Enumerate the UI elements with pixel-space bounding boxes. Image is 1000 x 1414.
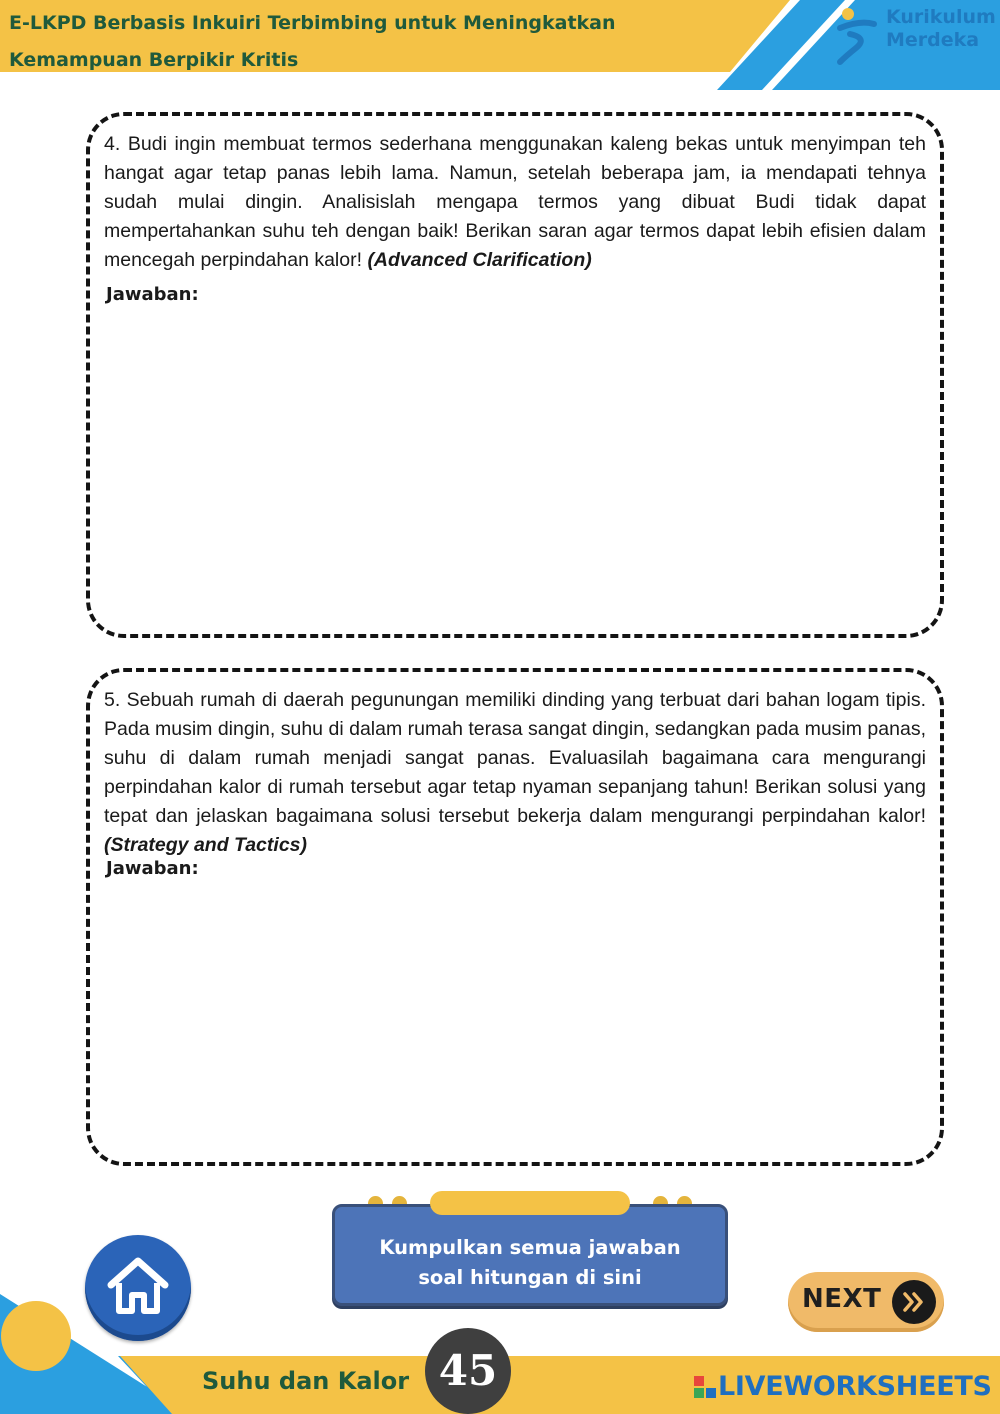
kurikulum-merdeka-icon: [834, 4, 884, 66]
home-icon: [105, 1253, 171, 1319]
submit-answers-line1: Kumpulkan semua jawaban: [379, 1236, 681, 1259]
next-button[interactable]: [788, 1272, 944, 1332]
answer-label-4: Jawaban:: [106, 284, 199, 305]
home-button[interactable]: [85, 1235, 191, 1341]
document-title-line1: E-LKPD Berbasis Inkuiri Terbimbing untuk Meningkatkan: [9, 12, 616, 34]
page-number: 45: [425, 1328, 511, 1414]
document-title-line2: Kemampuan Berpikir Kritis: [9, 49, 299, 71]
liveworksheets-icon: [694, 1376, 716, 1398]
question-text-5: [104, 686, 926, 860]
next-label: NEXT: [802, 1284, 882, 1314]
logo-text: [886, 6, 996, 52]
double-chevron-right-icon: [902, 1291, 926, 1313]
question-tag-5: (Strategy and Tactics): [104, 834, 307, 856]
footer-topic: Suhu dan Kalor: [202, 1367, 410, 1395]
footer-band-slant: [120, 1356, 200, 1414]
card-tab: [430, 1191, 630, 1215]
answer-label-5: Jawaban:: [106, 858, 199, 879]
submit-answers-line2: soal hitungan di sini: [418, 1266, 642, 1289]
question-box-4: [86, 112, 944, 638]
next-icon-circle: [892, 1280, 936, 1324]
question-body-4: 4. Budi ingin membuat termos sederhana menggunakan kaleng bekas untuk menyimpan teh hangat agar tetap panas lebih lama. Namun, setelah beberapa jam, ia mendapati tehnya sudah mulai dingin. Analisislah mengapa termos yang dibuat Budi tidak dapat mempertahankan suhu teh dengan baik! Berikan saran agar termos dapat lebih efisien dalam mencegah perpindahan kalor!: [104, 133, 926, 271]
question-box-5: [86, 668, 944, 1166]
logo-text-line1: Kurikulum: [886, 6, 996, 28]
question-body-5: 5. Sebuah rumah di daerah pegunungan memiliki dinding yang terbuat dari bahan logam tipis. Pada musim dingin, suhu di dalam rumah terasa sangat dingin, sedangkan pada musim panas, suhu di dalam rumah menjadi sangat panas. Evaluasilah bagaimana cara mengurangi perpindahan kalor di rumah tersebut agar tetap nyaman sepanjang tahun! Berikan solusi yang tepat dan jelaskan bagaimana solusi tersebut bekerja dalam mengurangi perpindahan kalor!: [104, 689, 926, 827]
submit-answers-label: [335, 1233, 725, 1293]
logo-text-line2: Merdeka: [886, 29, 980, 51]
liveworksheets-brand: LIVEWORKSHEETS: [718, 1371, 992, 1402]
document-title: [9, 5, 649, 79]
question-tag-4: (Advanced Clarification): [367, 249, 592, 271]
question-text-4: [104, 130, 926, 275]
